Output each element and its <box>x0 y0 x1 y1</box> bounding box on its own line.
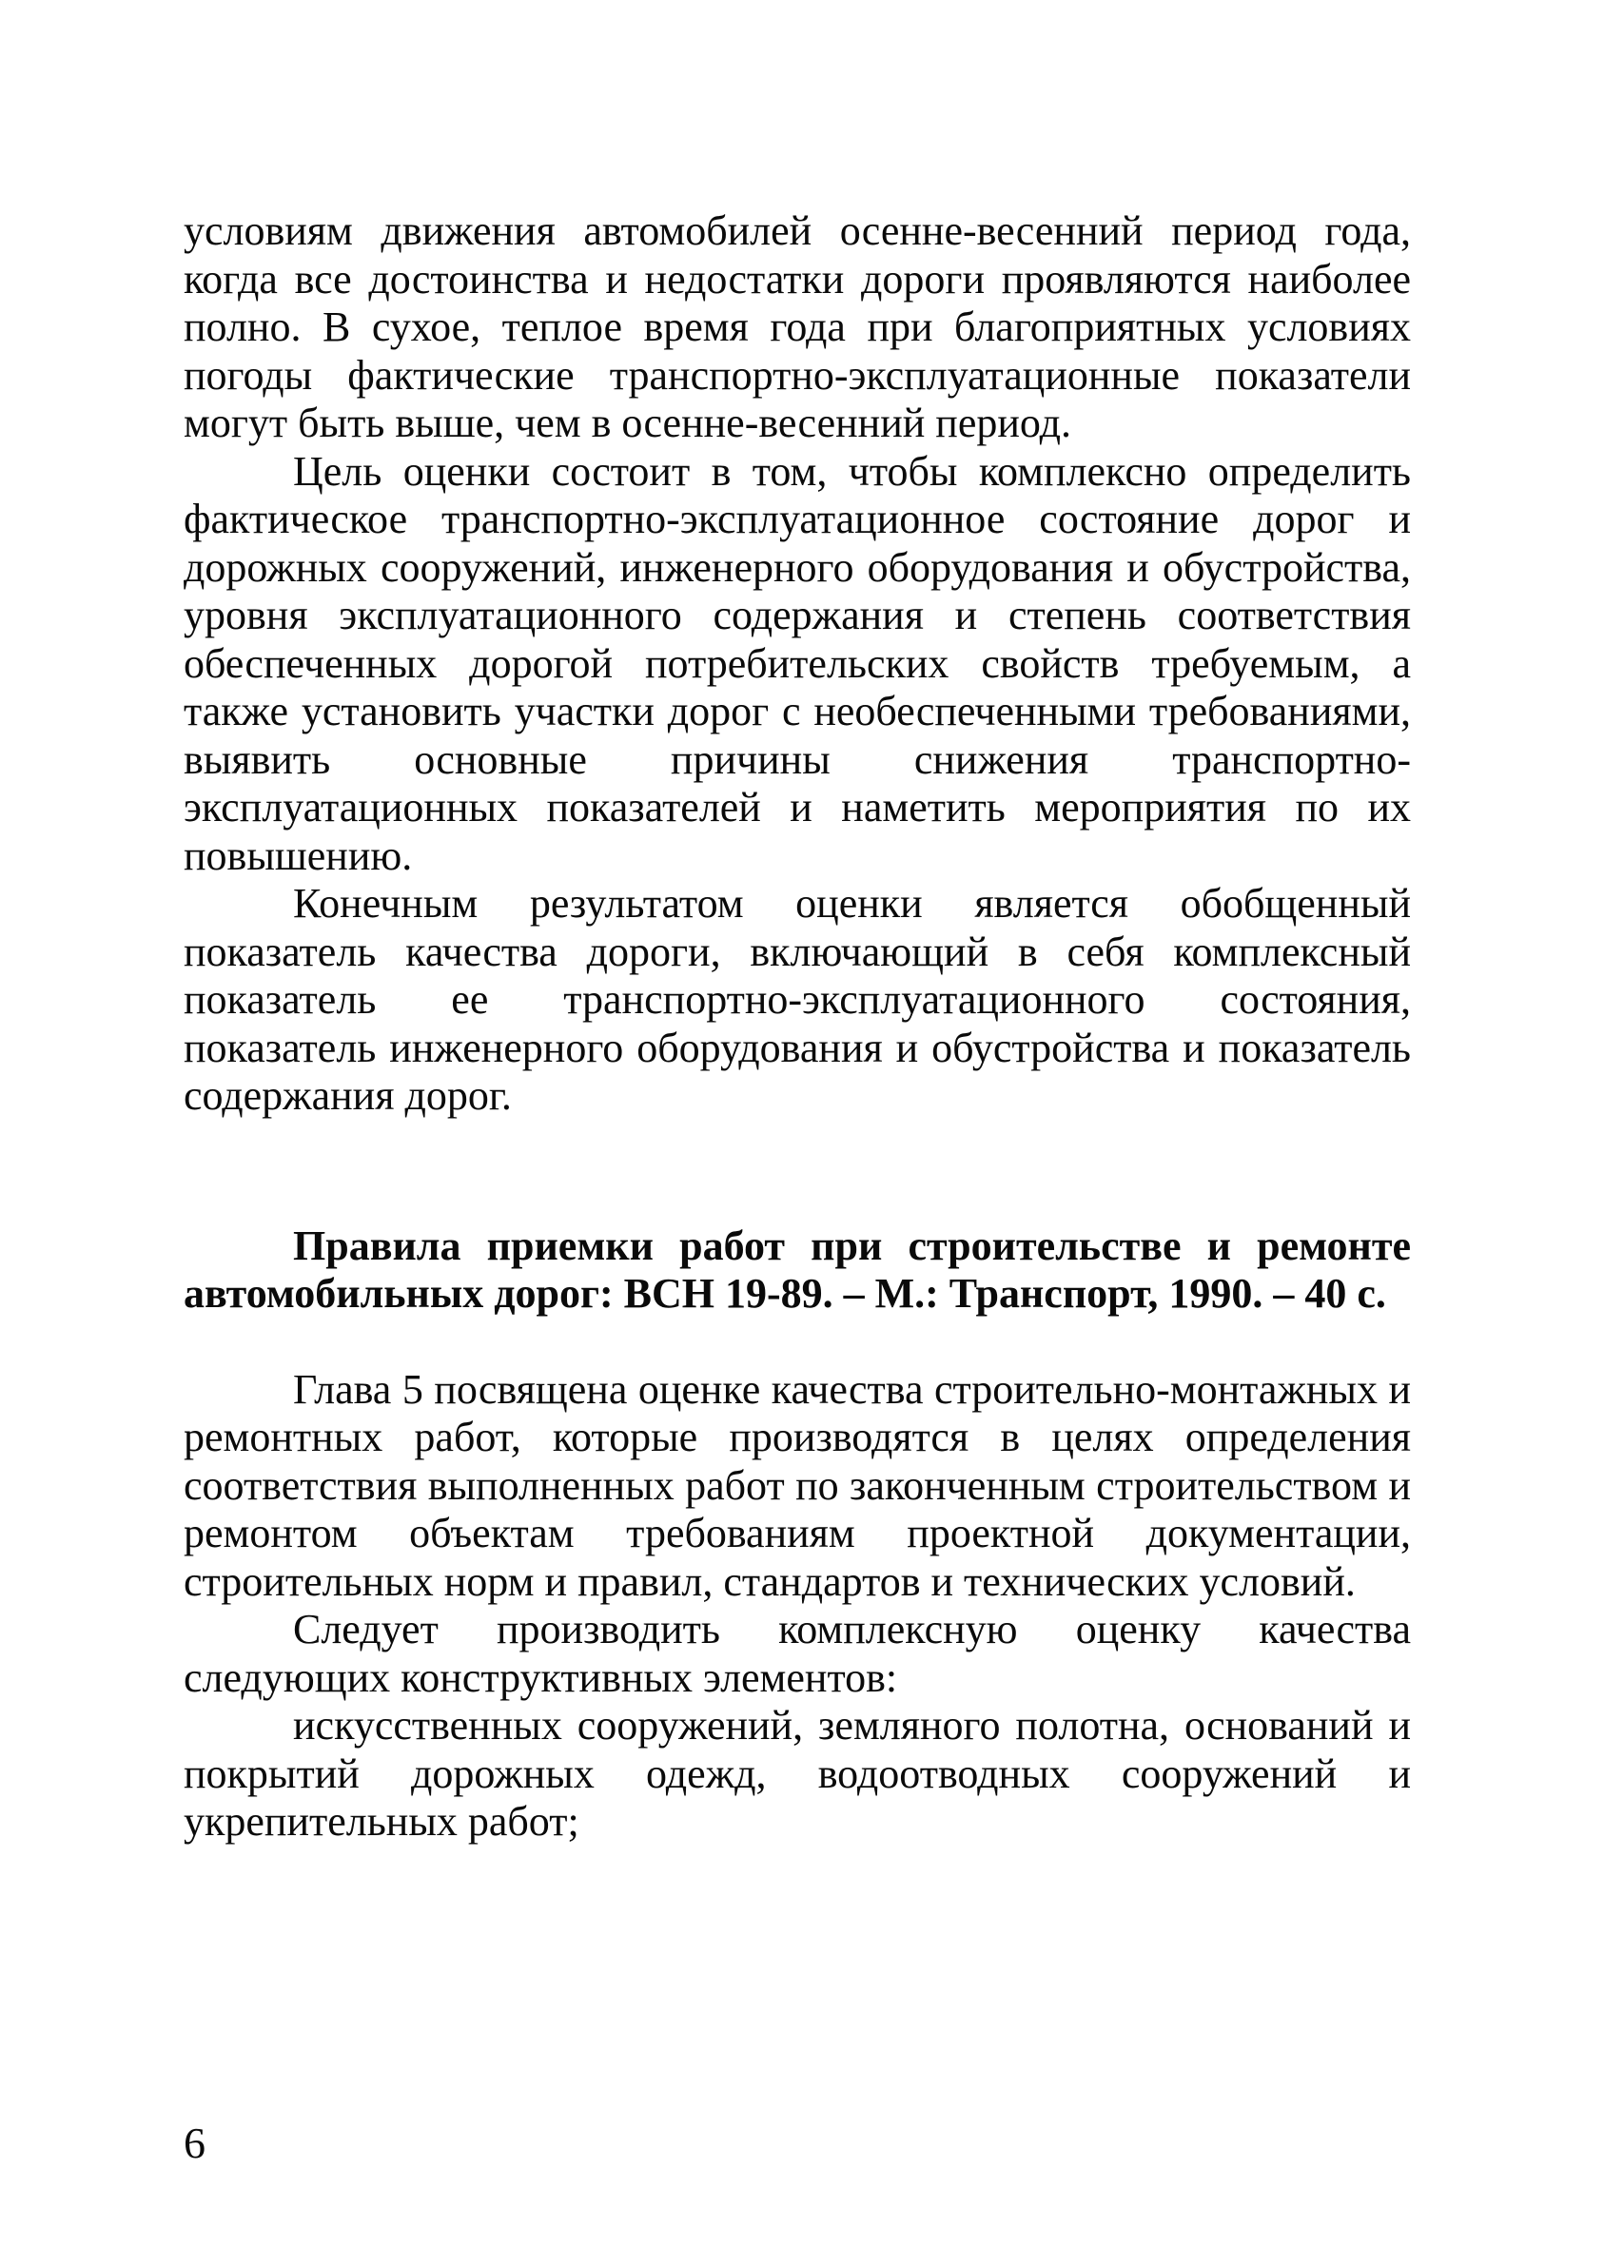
section-spacer <box>184 1121 1411 1222</box>
paragraph-chapter-5: Глава 5 посвящена оценке качества строительно-монтажных и ремонтных работ, которые производятся в целях определения соответствия выполненных работ по законченным строительством и ремонтом объектам требованиям проектной документации, строительных норм и правил, стандартов и технических условий. <box>184 1365 1411 1605</box>
paragraph-assessment-goal: Цель оценки состоит в том, чтобы комплексно определить фактическое транспортно-эксплуатационное состояние дорог и дорожных сооружений, инженерного оборудования и обустройства, уровня эксплуатационного содержания и степень соответствия обеспеченных дорогой потребительских свойств требуемым, а также установить участки дорог с необеспеченными требованиями, выявить основные причины снижения транспортно-эксплуатационных показателей и наметить мероприятия по их повышению. <box>184 447 1411 879</box>
section-spacer <box>184 1319 1411 1366</box>
paragraph-elements-list: искусственных сооружений, земляного полотна, оснований и покрытий дорожных одежд, водоотводных сооружений и укрепительных работ; <box>184 1702 1411 1845</box>
reference-heading: Правила приемки работ при строительстве и ремонте автомобильных дорог: ВСН 19-89. – М.: Транспорт, 1990. – 40 с. <box>184 1222 1411 1317</box>
paragraph-complex-assessment: Следует производить комплексную оценку качества следующих конструктивных элементов: <box>184 1606 1411 1701</box>
page-number: 6 <box>184 2119 205 2167</box>
paragraph-continuation: условиям движения автомобилей осенне-весенний период года, когда все достоинства и недостатки дороги проявляются наиболее полно. В сухое, теплое время года при благоприятных условиях погоды фактические транспортно-эксплуатационные показатели могут быть выше, чем в осенне-весенний период. <box>184 207 1411 446</box>
paragraph-assessment-result: Конечным результатом оценки является обобщенный показатель качества дороги, включающий в себя комплексный показатель ее транспортно-эксплуатационного состояния, показатель инженерного оборудования и обустройства и показатель содержания дорог. <box>184 880 1411 1119</box>
page-body <box>184 207 1411 1847</box>
